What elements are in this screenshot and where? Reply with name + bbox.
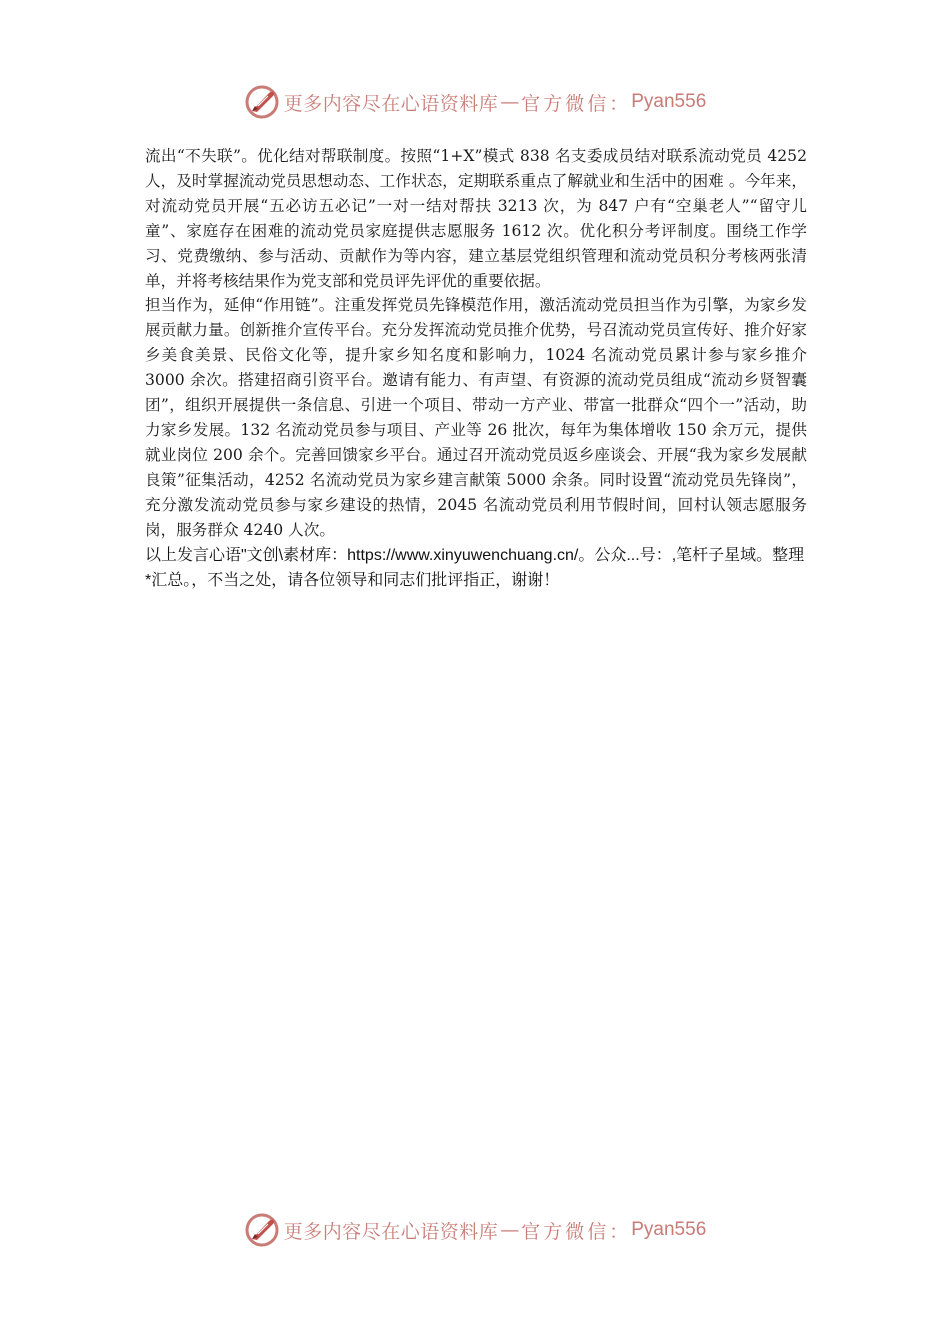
body-paragraph-2: 担当作为，延伸“作用链”。注重发挥党员先锋模范作用，激活流动党员担当作为引擎，为家乡发展贡献力量。创新推介宣传平台。充分发挥流动党员推介优势，号召流动党员宣传好、推介好家乡美食美景、民俗文化等，提升家乡知名度和影响力，1024 名流动党员累计参与家乡推介 3000 余次。搭建招商引资平台。邀请有能力、有声望、有资源的流动党员组成“流动乡贤智囊团”，组织开展提供一条信息、引进一个项目、带动一方产业、带富一批群众“四个一”活动，助力家乡发展。132 名流动党员参与项目、产业等 26 批次，每年为集体增收 150 余万元，提供就业岗位 200 余个。完善回馈家乡平台。通过召开流动党员返乡座谈会、开展“我为家乡发展献良策”征集活动，4252 名流动党员为家乡建言献策 5000 余条。同时设置“流动党员先锋岗”，充分激发流动党员参与家乡建设的热情，2045 名流动党员利用节假时间，回村认领志愿服务岗，服务群众 4240 人次。 bbox=[145, 296, 807, 539]
closing-note: 以上发言心语"文创\素材库：https://www.xinyuwenchuang.cn/。公众...号：,笔杆子星域。整理*汇总。，不当之处，请各位领导和同志们批评指正，谢谢！ bbox=[145, 546, 805, 589]
header-separator: — bbox=[500, 91, 520, 113]
quill-pen-logo-icon bbox=[244, 84, 280, 120]
footer-wechat-label: 官方微信： bbox=[521, 1220, 632, 1243]
document-body bbox=[145, 144, 807, 593]
header-wechat-id: Pyan556 bbox=[631, 91, 707, 112]
footer-watermark-banner bbox=[0, 1210, 950, 1250]
body-paragraph-1: 流出“不失联”。优化结对帮联制度。按照“1+X”模式 838 名支委成员结对联系流动党员 4252 人，及时掌握流动党员思想动态、工作状态，定期联系重点了解就业和生活中的困难 。今年来，对流动党员开展“五必访五必记”一对一结对帮扶 3213 次，为 847 户有“空巢老人”“留守儿童”、家庭存在困难的流动党员家庭提供志愿服务 1612 次。优化积分考评制度。围绕工作学习、党费缴纳、参与活动、贡献作为等内容，建立基层党组织管理和流动党员积分考核两张清单，并将考核结果作为党支部和党员评先评优的重要依据。 bbox=[145, 147, 807, 290]
footer-site-text: 更多内容尽在心语资料库 bbox=[283, 1220, 499, 1243]
header-watermark-banner bbox=[0, 82, 950, 122]
header-wechat-label: 官方微信： bbox=[521, 92, 632, 115]
header-site-text: 更多内容尽在心语资料库 bbox=[283, 92, 499, 115]
quill-pen-logo-icon bbox=[244, 1212, 280, 1248]
footer-wechat-id: Pyan556 bbox=[631, 1219, 707, 1240]
footer-separator: — bbox=[500, 1219, 520, 1241]
